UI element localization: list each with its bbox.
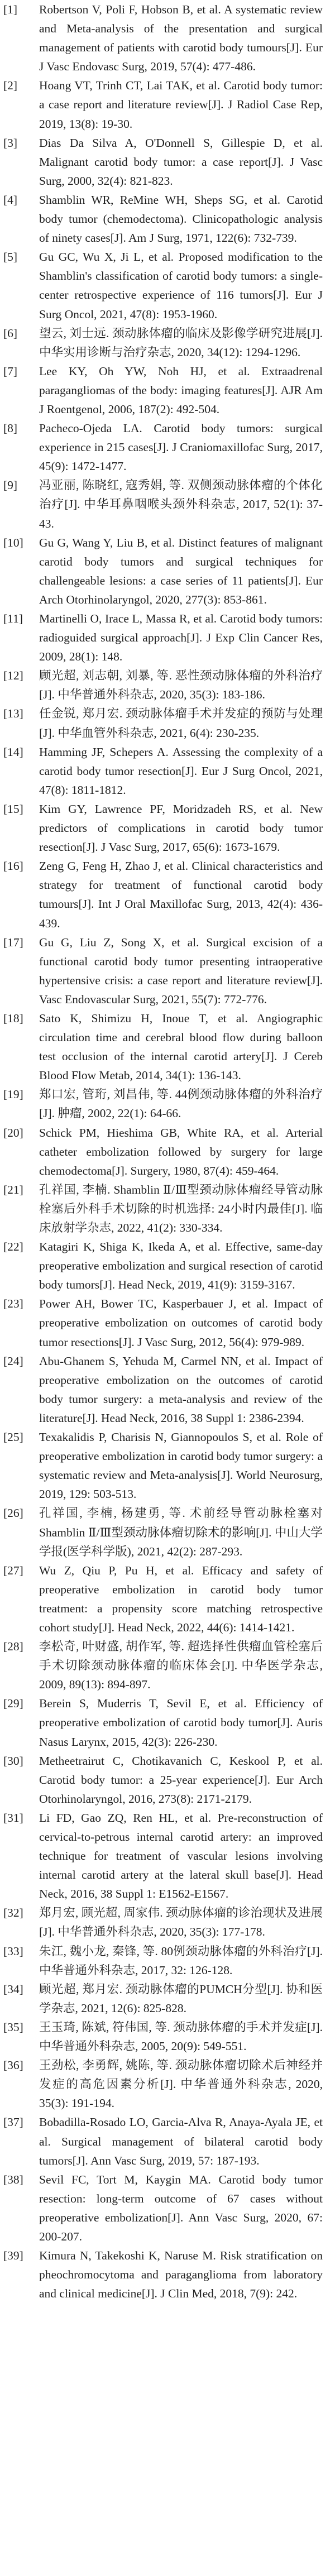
reference-number: [5] [3, 250, 18, 264]
reference-text: 冯亚丽, 陈晓红, 寇秀娟, 等. 双侧颈动脉体瘤的个体化治疗[J]. 中华耳鼻咽喉头颈外科杂志, 2017, 52(1): 37-43. [39, 478, 323, 530]
reference-item [3, 1694, 323, 1751]
reference-text: Martinelli O, Irace L, Massa R, et al. Carotid body tumors: radioguided surgical approach[J]. J Exp Clin Cancer Res, 2009, 28(1): 148. [39, 612, 323, 664]
reference-number: [17] [3, 935, 23, 949]
reference-text: Li FD, Gao ZQ, Ren HL, et al. Pre-reconstruction of cervical-to-petrous internal carotid artery: an improved technique for treatment of vascular lesions involving internal carotid artery at the lateral skull base[J]. Head Neck, 2016, 38 Suppl 1: E1562-E1567. [39, 1811, 323, 1901]
reference-item [3, 1751, 323, 1808]
reference-number: [32] [3, 1906, 23, 1920]
reference-text: Kimura N, Takekoshi K, Naruse M. Risk stratification on pheochromocytoma and paraganglioma from laboratory and clinical medicine[J]. J Clin Med, 2018, 7(9): 242. [39, 2249, 323, 2301]
reference-text: Hoang VT, Trinh CT, Lai TAK, et al. Carotid body tumor: a case report and literature review[J]. J Radiol Case Rep, 2019, 13(8): 19-30. [39, 79, 323, 131]
reference-item [3, 2113, 323, 2170]
reference-item [3, 704, 323, 742]
reference-number: [14] [3, 745, 23, 759]
reference-text: Bobadilla-Rosado LO, Garcia-Alva R, Anaya-Ayala JE, et al. Surgical management of bilateral carotid body tumors[J]. Ann Vasc Surg, 2019, 57: 187-193. [39, 2115, 323, 2167]
reference-number: [16] [3, 859, 23, 873]
reference-text: Gu G, Wang Y, Liu B, et al. Distinct features of malignant carotid body tumors and surgical techniques for challengeable lesions: a case series of 11 patients[J]. Eur Arch Otorhinolaryngol, 2020, 277(3): 853-861. [39, 535, 323, 606]
reference-text: Zeng G, Feng H, Zhao J, et al. Clinical characteristics and strategy for treatment of functional carotid body tumours[J]. Int J Oral Maxillofac Surg, 2013, 42(4): 436-439. [39, 859, 323, 930]
reference-item [3, 1428, 323, 1504]
reference-item [3, 419, 323, 476]
reference-item [3, 2056, 323, 2113]
reference-text: 李松奇, 叶财盛, 胡作军, 等. 超选择性供瘤血管栓塞后手术切除颈动脉体瘤的临床体会[J]. 中华医学杂志, 2009, 89(13): 894-897. [39, 1640, 323, 1692]
reference-number: [1] [3, 3, 18, 16]
reference-item [3, 476, 323, 533]
reference-item [3, 1085, 323, 1123]
reference-item [3, 933, 323, 1009]
reference-item [3, 0, 323, 76]
reference-item [3, 1808, 323, 1903]
reference-text: Berein S, Muderris T, Sevil E, et al. Efficiency of preoperative embolization of carotid body tumor[J]. Auris Nasus Larynx, 2015, 42(3): 226-230. [39, 1697, 323, 1749]
reference-item [3, 190, 323, 247]
reference-number: [33] [3, 1944, 23, 1958]
reference-number: [25] [3, 1430, 23, 1444]
reference-text: 望云, 刘士远. 颈动脉体瘤的临床及影像学研究进展[J]. 中华实用诊断与治疗杂志, 2020, 34(12): 1294-1296. [39, 326, 323, 359]
reference-text: Sevil FC, Tort M, Kaygin MA. Carotid body tumor resection: long-term outcome of 67 cases without preoperative embolization[J]. Ann Vasc Surg, 2020, 67: 200-207. [39, 2172, 323, 2243]
reference-number: [20] [3, 1126, 23, 1139]
reference-text: Texakalidis P, Charisis N, Giannopoulos S, et al. Role of preoperative embolization in carotid body tumor surgery: a systematic review and Meta-analysis[J]. World Neurosurg, 2019, 129: 503-513. [39, 1430, 323, 1501]
reference-number: [8] [3, 422, 18, 435]
reference-item [3, 1009, 323, 1085]
reference-item [3, 1180, 323, 1237]
reference-number: [6] [3, 326, 18, 340]
reference-number: [11] [3, 612, 23, 625]
reference-text: 孔祥国, 李楠. Shamblin Ⅱ/Ⅲ型颈动脉体瘤经导管动脉栓塞后外科手术切除的时机选择: 24小时内最佳[J]. 临床放射学杂志, 2022, 41(2): 330-334. [39, 1182, 323, 1234]
reference-text: Dias Da Silva A, O'Donnell S, Gillespie D, et al. Malignant carotid body tumor: a case report[J]. J Vasc Surg, 2000, 32(4): 821-823. [39, 136, 323, 188]
reference-number: [37] [3, 2115, 23, 2129]
reference-item [3, 1903, 323, 1941]
reference-number: [7] [3, 364, 18, 378]
reference-text: Power AH, Bower TC, Kasperbauer J, et al. Impact of preoperative embolization on outcomes of carotid body tumor resections[J]. J Vasc Surg, 2012, 56(4): 979-989. [39, 1297, 323, 1349]
reference-number: [9] [3, 478, 18, 492]
reference-number: [10] [3, 535, 23, 549]
reference-number: [24] [3, 1354, 23, 1368]
reference-number: [26] [3, 1506, 23, 1520]
reference-item [3, 533, 323, 609]
reference-number: [12] [3, 669, 23, 683]
reference-item [3, 1942, 323, 1980]
reference-text: 郑月宏, 顾光超, 周家伟. 颈动脉体瘤的诊治现状及进展[J]. 中华普通外科杂志, 2020, 35(3): 177-178. [39, 1906, 323, 1939]
reference-text: Gu G, Liu Z, Song X, et al. Surgical excision of a functional carotid body tumor presenting intraoperative hypertensive crisis: a case report and literature review[J]. Vasc Endovascular Surg, 2021, 55(7): 772-776. [39, 935, 323, 1006]
reference-text: Katagiri K, Shiga K, Ikeda A, et al. Effective, same-day preoperative embolization and surgical resection of carotid body tumors[J]. Head Neck, 2019, 41(9): 3159-3167. [39, 1240, 323, 1292]
reference-number: [35] [3, 2020, 23, 2034]
reference-text: Metheetrairut C, Chotikavanich C, Keskool P, et al. Carotid body tumor: a 25-year experience[J]. Eur Arch Otorhinolaryngol, 2016, 273(8): 2171-2179. [39, 1754, 323, 1806]
reference-number: [28] [3, 1640, 23, 1654]
reference-item [3, 362, 323, 419]
reference-text: Lee KY, Oh YW, Noh HJ, et al. Extraadrenal paragangliomas of the body: imaging features[J]. AJR Am J Roentgenol, 2006, 187(2): 492-504. [39, 364, 323, 416]
reference-number: [2] [3, 79, 18, 93]
reference-text: Hamming JF, Schepers A. Assessing the complexity of a carotid body tumor resection[J]. Eur J Surg Oncol, 2021, 47(8): 1811-1812. [39, 745, 323, 797]
reference-number: [39] [3, 2249, 23, 2263]
reference-number: [4] [3, 193, 18, 207]
reference-text: 王劲松, 李勇辉, 姚陈, 等. 颈动脉体瘤切除术后神经并发症的高危因素分析[J]. 中华普通外科杂志, 2020, 35(3): 191-194. [39, 2058, 323, 2110]
reference-text: 郑口宏, 管珩, 刘昌伟, 等. 44例颈动脉体瘤的外科治疗[J]. 肿瘤, 2002, 22(1): 64-66. [39, 1088, 323, 1121]
reference-number: [30] [3, 1754, 23, 1768]
reference-item [3, 1237, 323, 1294]
reference-text: Schick PM, Hieshima GB, White RA, et al. Arterial catheter embolization followed by surgery for large chemodectoma[J]. Surgery, 1980, 87(4): 459-464. [39, 1126, 323, 1177]
reference-item [3, 666, 323, 704]
reference-item [3, 1504, 323, 1560]
reference-number: [23] [3, 1297, 23, 1311]
reference-number: [36] [3, 2058, 23, 2072]
reference-text: 任金锐, 郑月宏. 颈动脉体瘤手术并发症的预防与处理[J]. 中华血管外科杂志, 2021, 6(4): 230-235. [39, 707, 323, 740]
reference-number: [18] [3, 1011, 23, 1025]
reference-number: [31] [3, 1811, 23, 1825]
reference-item [3, 1637, 323, 1694]
reference-item [3, 1980, 323, 2018]
reference-item [3, 2246, 323, 2303]
reference-text: 孔祥国, 李楠, 杨建勇, 等. 术前经导管动脉栓塞对Shamblin Ⅱ/Ⅲ型颈动脉体瘤切除术的影响[J]. 中山大学学报(医学科学版), 2021, 42(2): 287-293. [39, 1506, 323, 1558]
reference-text: 顾光超, 郑月宏. 颈动脉体瘤的PUMCH分型[J]. 协和医学杂志, 2021, 12(6): 825-828. [39, 1982, 323, 2015]
reference-item [3, 247, 323, 323]
reference-item [3, 1294, 323, 1351]
reference-number: [34] [3, 1982, 23, 1996]
reference-number: [29] [3, 1697, 23, 1711]
reference-item [3, 1123, 323, 1180]
reference-item [3, 799, 323, 856]
reference-text: Sato K, Shimizu H, Inoue T, et al. Angiographic circulation time and cerebral blood flow during balloon test occlusion of the internal carotid artery[J]. J Cereb Blood Flow Metab, 2014, 34(1): 136-143. [39, 1011, 323, 1083]
reference-text: 王玉琦, 陈斌, 符伟国, 等. 颈动脉体瘤的手术并发症[J]. 中华普通外科杂志, 2005, 20(9): 549-551. [39, 2020, 323, 2053]
reference-item [3, 1561, 323, 1637]
reference-number: [38] [3, 2172, 23, 2186]
reference-text: Gu GC, Wu X, Ji L, et al. Proposed modification to the Shamblin's classification of carotid body tumors: a single-center retrospective experience of 116 tumors[J]. Eur J Surg Oncol, 2021, 47(8): 1953-1960. [39, 250, 323, 321]
reference-number: [15] [3, 802, 23, 816]
reference-list [3, 0, 323, 2303]
reference-item [3, 1352, 323, 1428]
reference-text: Kim GY, Lawrence PF, Moridzadeh RS, et al. New predictors of complications in carotid body tumor resection[J]. J Vasc Surg, 2017, 65(6): 1673-1679. [39, 802, 323, 854]
reference-text: 顾光超, 刘志朝, 刘暴, 等. 恶性颈动脉体瘤的外科治疗[J]. 中华普通外科杂志, 2020, 35(3): 183-186. [39, 669, 323, 702]
reference-number: [19] [3, 1088, 23, 1102]
reference-text: 朱江, 魏小龙, 秦锋, 等. 80例颈动脉体瘤的外科治疗[J]. 中华普通外科杂志, 2017, 32: 126-128. [39, 1944, 323, 1977]
reference-number: [27] [3, 1563, 23, 1577]
reference-item [3, 609, 323, 666]
reference-number: [21] [3, 1182, 23, 1196]
reference-text: Wu Z, Qiu P, Pu H, et al. Efficacy and safety of preoperative embolization in carotid body tumor treatment: a propensity score matching retrospective cohort study[J]. Head Neck, 2022, 44(6): 1414-1421. [39, 1563, 323, 1634]
reference-item [3, 133, 323, 190]
reference-text: Pacheco-Ojeda LA. Carotid body tumors: surgical experience in 215 cases[J]. J Craniomaxillofac Surg, 2017, 45(9): 1472-1477. [39, 422, 323, 473]
reference-number: [13] [3, 707, 23, 721]
reference-text: Shamblin WR, ReMine WH, Sheps SG, et al. Carotid body tumor (chemodectoma). Clinicopathologic analysis of ninety cases[J]. Am J Surg, 1971, 122(6): 732-739. [39, 193, 323, 245]
reference-item [3, 856, 323, 932]
reference-item [3, 2170, 323, 2246]
reference-text: Robertson V, Poli F, Hobson B, et al. A systematic review and Meta-analysis of the presentation and surgical management of patients with carotid body tumours[J]. Eur J Vasc Endovasc Surg, 2019, 57(4): 477-486. [39, 3, 323, 74]
reference-number: [3] [3, 136, 18, 150]
reference-item [3, 76, 323, 133]
reference-number: [22] [3, 1240, 23, 1254]
reference-text: Abu-Ghanem S, Yehuda M, Carmel NN, et al. Impact of preoperative embolization on the outcomes of carotid body tumor surgery: a meta-analysis and review of the literature[J]. Head Neck, 2016, 38 Suppl 1: 2386-2394. [39, 1354, 323, 1425]
reference-item [3, 743, 323, 799]
reference-item [3, 324, 323, 362]
reference-item [3, 2018, 323, 2056]
